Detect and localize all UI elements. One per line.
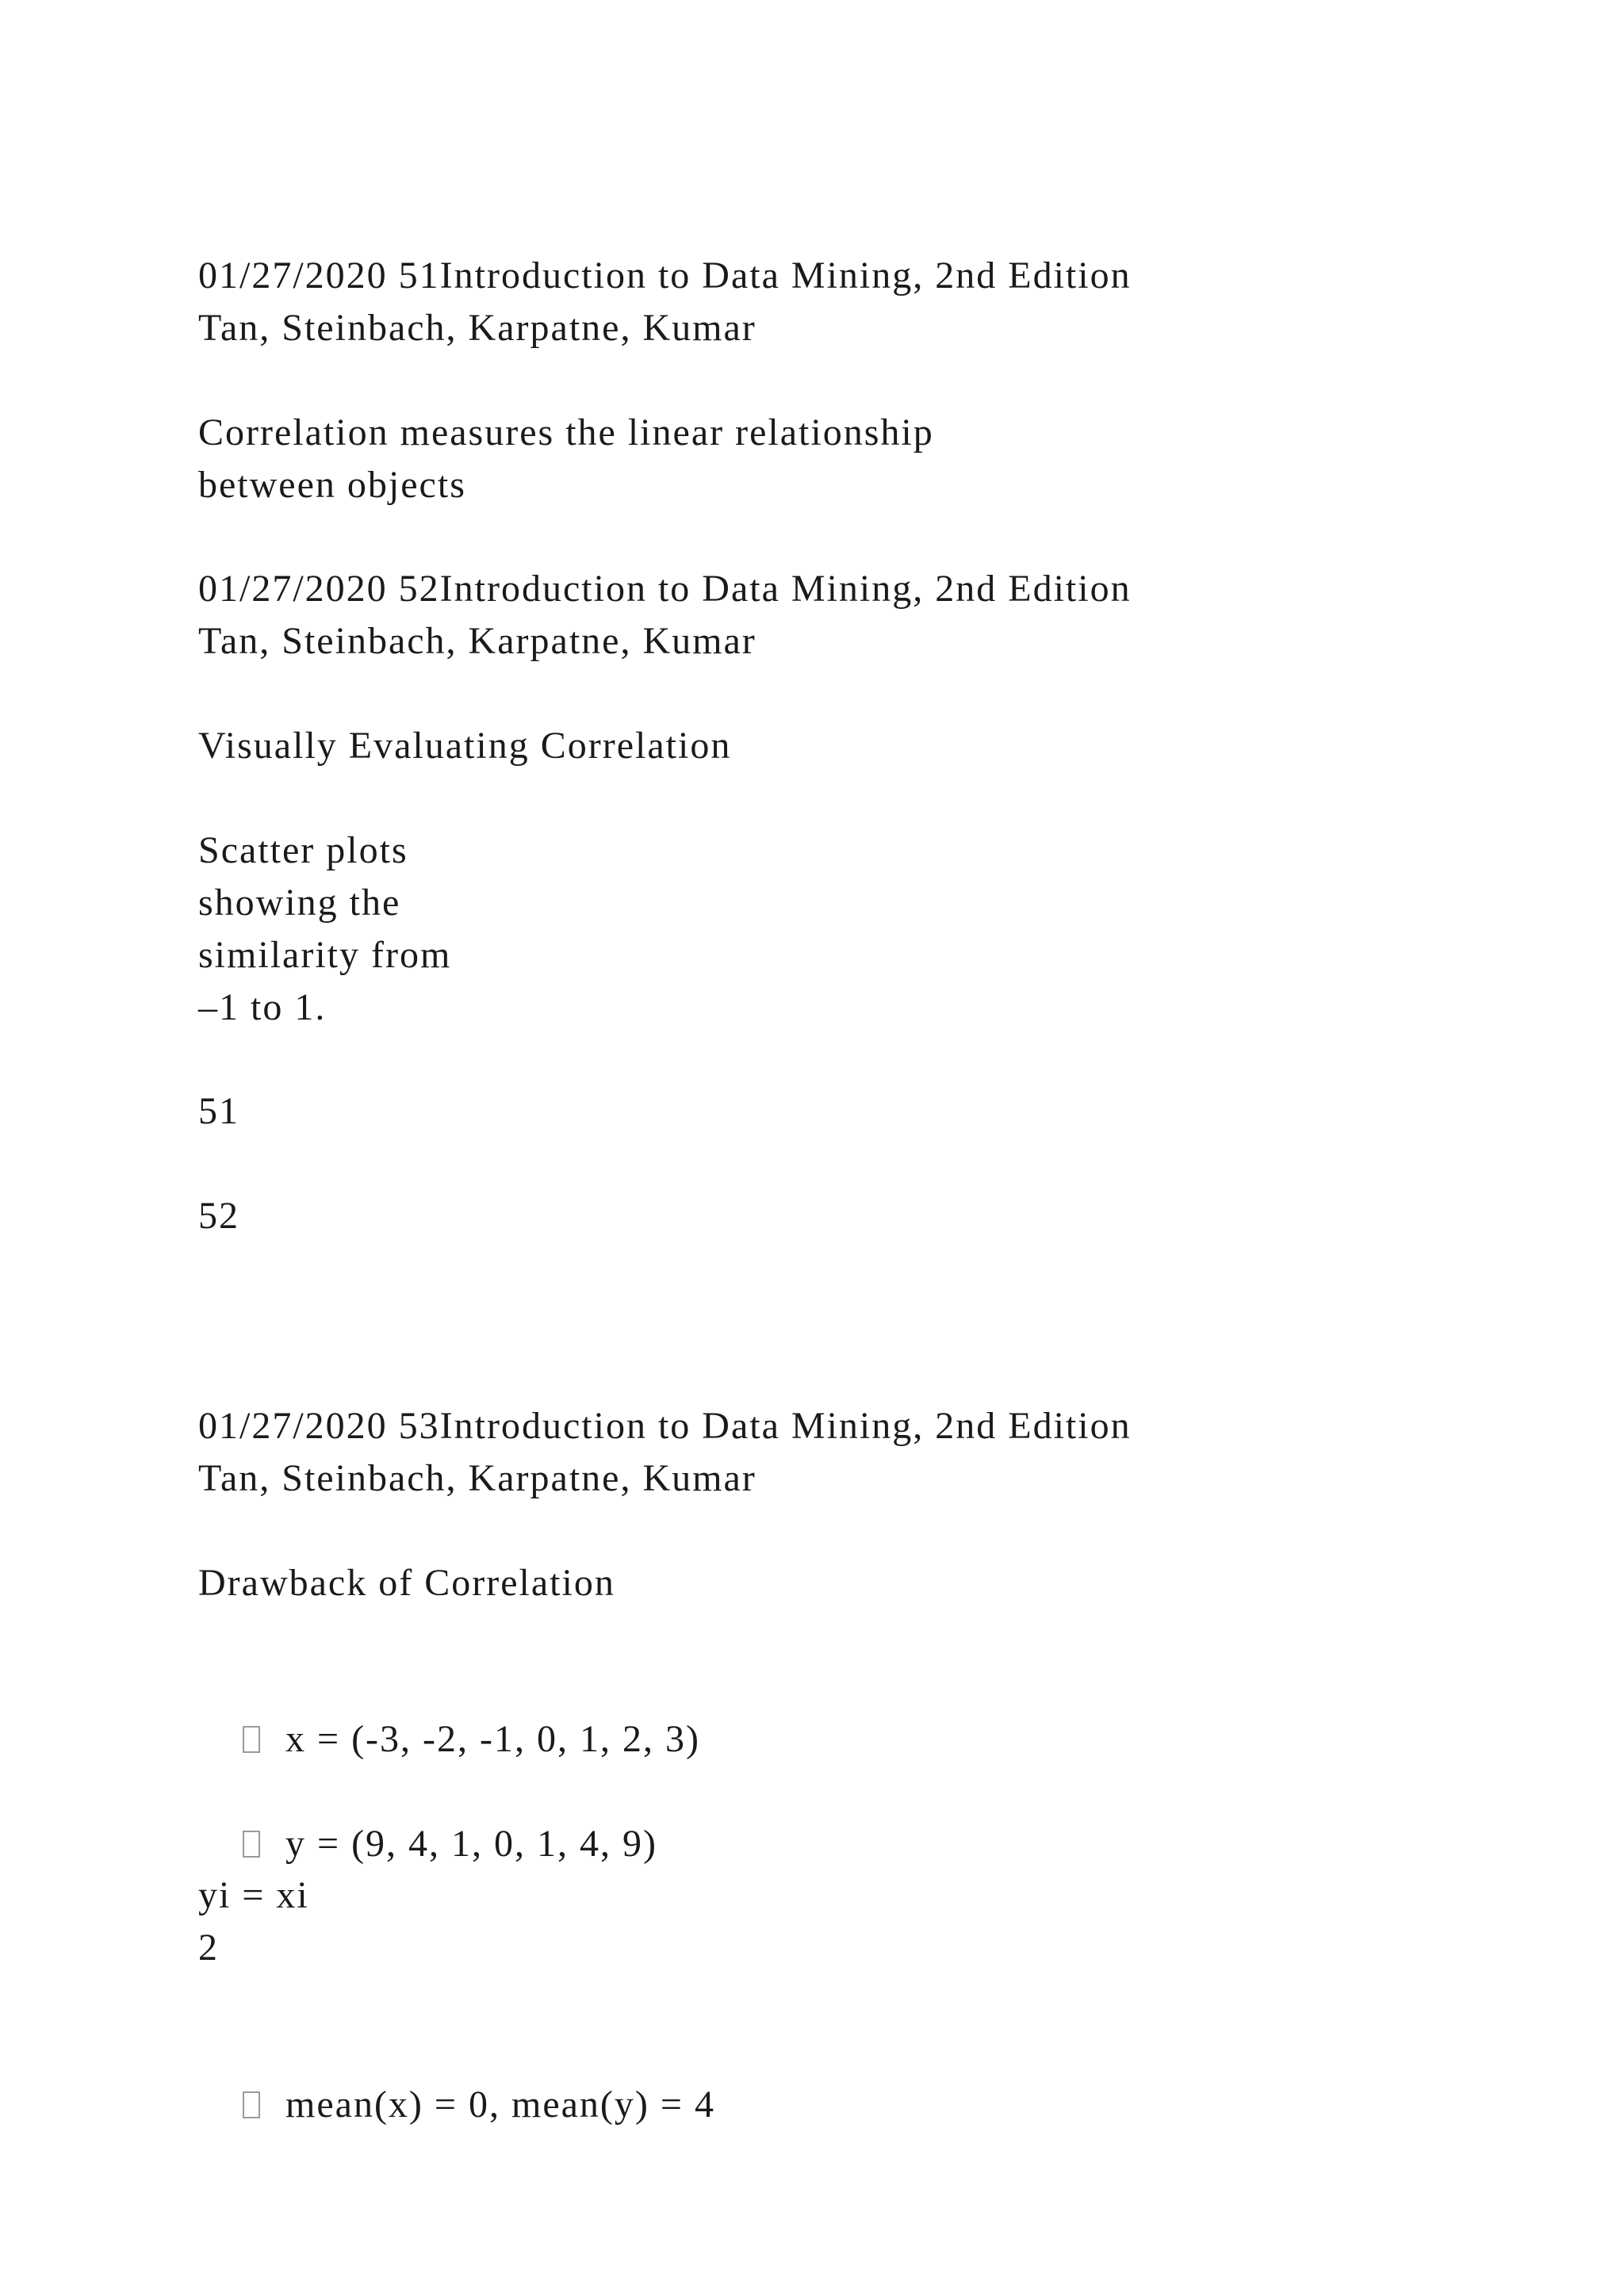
caption-line-4: –1 to 1. xyxy=(198,986,327,1028)
missing-glyph-bullet-icon xyxy=(243,1726,260,1753)
page-number-52: 52 xyxy=(198,1195,239,1237)
caption-line-2: showing the xyxy=(198,882,401,924)
slide-51-body-line1: Correlation measures the linear relationship xyxy=(198,411,934,453)
formula-line-2: 2 xyxy=(198,1927,219,1969)
slide-52-title: Visually Evaluating Correlation xyxy=(198,725,732,767)
bullet-y-text: y = (9, 4, 1, 0, 1, 4, 9) xyxy=(285,1823,658,1865)
slide-53-header: 01/27/2020 53Introduction to Data Mining, 2nd Edition xyxy=(198,1405,1132,1447)
missing-glyph-bullet-icon xyxy=(243,2091,260,2118)
slide-52-authors: Tan, Steinbach, Karpatne, Kumar xyxy=(198,620,756,662)
bullet-mean xyxy=(198,2026,715,2183)
slide-51-body-line2: between objects xyxy=(198,464,466,506)
slide-53-title: Drawback of Correlation xyxy=(198,1562,615,1604)
slide-52-header: 01/27/2020 52Introduction to Data Mining, 2nd Edition xyxy=(198,568,1132,610)
caption-line-3: similarity from xyxy=(198,934,452,976)
formula-line-1: yi = xi xyxy=(198,1874,309,1916)
slide-51-header: 01/27/2020 51Introduction to Data Mining, 2nd Edition xyxy=(198,254,1132,297)
bullet-x-text: x = (-3, -2, -1, 0, 1, 2, 3) xyxy=(285,1718,700,1760)
slide-51-authors: Tan, Steinbach, Karpatne, Kumar xyxy=(198,307,756,349)
page-number-51: 51 xyxy=(198,1090,239,1132)
bullet-mean-text: mean(x) = 0, mean(y) = 4 xyxy=(285,2084,715,2126)
missing-glyph-bullet-icon xyxy=(243,1831,260,1858)
caption-line-1: Scatter plots xyxy=(198,829,408,871)
slide-53-authors: Tan, Steinbach, Karpatne, Kumar xyxy=(198,1457,756,1499)
